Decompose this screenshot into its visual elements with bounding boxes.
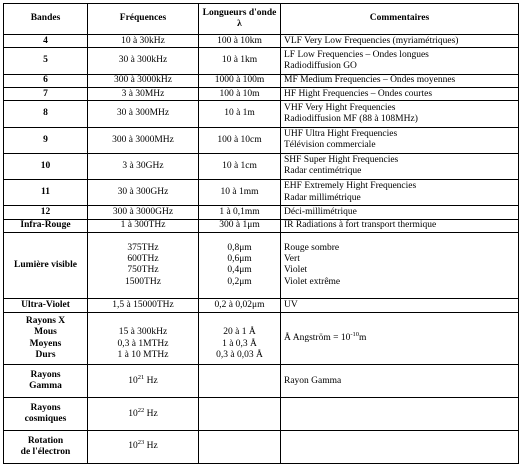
- table-row: [4, 365, 519, 398]
- table-row: [4, 219, 519, 232]
- commentaire-text: Vert: [284, 254, 300, 265]
- longueur-text: 0,2μm: [227, 276, 252, 287]
- bande-text: 12: [40, 206, 51, 217]
- longueur-cell: [199, 153, 281, 179]
- bande-text: Rotation: [27, 435, 64, 446]
- table-row: [4, 101, 519, 127]
- commentaire-text: VLF Very Low Frequencies (myriamétriques): [284, 35, 459, 46]
- longueur-text: 100 à 10m: [219, 88, 260, 99]
- commentaire-text: LF Low Frequencies – Ondes longues: [284, 49, 429, 60]
- longueur-cell: [199, 431, 281, 464]
- frequence-cell: [88, 298, 199, 312]
- bande-text: Gamma: [29, 381, 62, 392]
- bande-cell: [4, 431, 88, 464]
- frequence-text: 375THz: [127, 242, 159, 253]
- longueur-text: 0,6μm: [227, 254, 252, 265]
- longueur-cell: [199, 232, 281, 298]
- frequence-text: $10^{23}$ Hz: [128, 439, 158, 452]
- longueur-text: 10 à 1m: [224, 108, 255, 119]
- commentaire-cell: [281, 48, 519, 74]
- frequency-bands-table: [3, 3, 519, 464]
- longueur-text: 0,8μm: [227, 242, 252, 253]
- header-bandes: Bandes: [4, 4, 88, 35]
- commentaire-text: HF Hight Frequencies – Ondes courtes: [284, 88, 433, 99]
- bande-text: Ultra-Violet: [21, 299, 70, 310]
- longueur-text: 20 à 1 Å: [223, 327, 256, 338]
- longueur-cell: [199, 398, 281, 431]
- header-commentaires: Commentaires: [281, 4, 519, 35]
- frequence-text: 1,5 à 15000THz: [112, 299, 174, 310]
- frequence-cell: [88, 35, 199, 48]
- frequence-text: $10^{22}$ Hz: [128, 406, 158, 419]
- commentaire-text: Å Angström = $10^{-10}m$: [284, 330, 367, 343]
- commentaire-cell: [281, 101, 519, 127]
- bande-text: Durs: [35, 349, 56, 360]
- header-frequences: Fréquences: [88, 4, 199, 35]
- frequence-cell: [88, 101, 199, 127]
- frequence-cell: [88, 431, 199, 464]
- frequence-text: 30 à 300GHz: [117, 187, 169, 198]
- table-row: [4, 87, 519, 100]
- longueur-text: 100 à 10km: [217, 35, 262, 46]
- commentaire-cell: [281, 398, 519, 431]
- longueur-text: 0,4μm: [227, 265, 252, 276]
- bande-text: 5: [43, 55, 48, 66]
- longueur-text: 0,2 à 0,02μm: [214, 299, 265, 310]
- longueur-text: 300 à 1μm: [219, 220, 260, 231]
- bande-text: 10: [40, 160, 51, 171]
- commentaire-cell: [281, 35, 519, 48]
- bande-cell: [4, 180, 88, 206]
- longueur-text: 0,3 à 0,03 Å: [216, 349, 263, 360]
- longueur-cell: [199, 206, 281, 219]
- table-row: [4, 206, 519, 219]
- frequence-cell: [88, 127, 199, 153]
- table-row: [4, 398, 519, 431]
- bande-text: Lumière visible: [14, 259, 77, 270]
- bande-cell: [4, 35, 88, 48]
- frequence-cell: [88, 87, 199, 100]
- longueur-spacer: [202, 316, 277, 327]
- bande-text: Rayons X: [25, 316, 66, 327]
- commentaire-text: Rouge sombre: [284, 242, 340, 253]
- commentaire-cell: [281, 365, 519, 398]
- bande-cell: [4, 153, 88, 179]
- bande-cell: [4, 87, 88, 100]
- bande-cell: [4, 219, 88, 232]
- longueur-cell: [199, 365, 281, 398]
- frequence-cell: [88, 219, 199, 232]
- table-row: [4, 180, 519, 206]
- frequence-cell: [88, 232, 199, 298]
- bande-cell: [4, 298, 88, 312]
- frequence-cell: [88, 312, 199, 365]
- header-row: [4, 4, 519, 35]
- longueur-text: 1 à 0,3 Å: [222, 338, 257, 349]
- frequence-cell: [88, 180, 199, 206]
- commentaire-cell: [281, 206, 519, 219]
- commentaire-cell: [281, 431, 519, 464]
- bande-text: Mous: [34, 327, 57, 338]
- commentaire-text: Radiodiffusion GO: [284, 60, 357, 71]
- commentaire-text: Violet: [284, 265, 308, 276]
- bande-text: 7: [43, 88, 48, 99]
- table-body: [4, 35, 519, 464]
- longueur-text: 100 à 10cm: [217, 134, 262, 145]
- table-row: [4, 312, 519, 365]
- commentaire-cell: [281, 127, 519, 153]
- frequence-text: $10^{21}$ Hz: [128, 373, 158, 386]
- frequence-cell: [88, 206, 199, 219]
- longueur-text: 1000 à 100m: [214, 75, 265, 86]
- frequence-spacer: [91, 316, 195, 327]
- commentaire-text: UV: [284, 299, 298, 310]
- bande-cell: [4, 127, 88, 153]
- longueur-text: 10 à 1mm: [220, 187, 259, 198]
- bande-text: de l'électron: [20, 447, 71, 457]
- bande-cell: [4, 74, 88, 87]
- table-row: [4, 35, 519, 48]
- commentaire-cell: [281, 232, 519, 298]
- header-longueurs: Longueurs d'onde λ: [199, 4, 281, 35]
- longueur-text: 10 à 1km: [221, 55, 258, 66]
- table-row: [4, 127, 519, 153]
- frequence-text: 1 à 10 MTHz: [117, 349, 169, 360]
- bande-cell: [4, 365, 88, 398]
- commentaire-text: VHF Very Hight Frequencies: [284, 102, 396, 113]
- commentaire-cell: [281, 153, 519, 179]
- frequence-cell: [88, 74, 199, 87]
- frequence-text: 1500THz: [125, 276, 161, 287]
- frequence-text: 10 à 30kHz: [121, 35, 165, 46]
- bande-text: Rayons: [30, 370, 61, 381]
- frequence-text: 30 à 300MHz: [116, 108, 170, 119]
- commentaire-text: UHF Ultra Hight Frequencies: [284, 128, 398, 139]
- longueur-cell: [199, 298, 281, 312]
- commentaire-text: Télévision commerciale: [284, 140, 376, 151]
- frequence-text: 600THz: [127, 254, 159, 265]
- table-row: [4, 232, 519, 298]
- commentaire-cell: [281, 74, 519, 87]
- table-row: [4, 74, 519, 87]
- bande-cell: [4, 101, 88, 127]
- commentaire-text: EHF Extremely Hight Frequencies: [284, 181, 417, 192]
- frequence-text: 750THz: [127, 265, 159, 276]
- bande-text: 4: [43, 35, 48, 46]
- bande-text: Moyens: [29, 338, 62, 349]
- commentaire-text: Radar millimétrique: [284, 192, 361, 203]
- longueur-cell: [199, 48, 281, 74]
- frequence-cell: [88, 48, 199, 74]
- longueur-cell: [199, 219, 281, 232]
- longueur-cell: [199, 127, 281, 153]
- longueur-text: 1 à 0,1mm: [219, 206, 260, 217]
- longueur-cell: [199, 312, 281, 365]
- commentaire-text: Radiodiffusion MF (88 à 108MHz): [284, 113, 418, 124]
- commentaire-text: Déci-millimétrique: [284, 206, 357, 217]
- table-row: [4, 431, 519, 464]
- commentaire-text: SHF Super Hight Frequencies: [284, 155, 399, 166]
- table-row: [4, 298, 519, 312]
- frequence-text: 300 à 3000GHz: [112, 206, 174, 217]
- bande-text: 6: [43, 75, 48, 86]
- frequence-text: 3 à 30MHz: [121, 88, 165, 99]
- commentaire-cell: [281, 87, 519, 100]
- commentaire-text: Radar centimétrique: [284, 166, 362, 177]
- commentaire-text: IR Radiations à fort transport thermique: [284, 220, 437, 231]
- frequence-text: 3 à 30GHz: [122, 160, 164, 171]
- bande-text: Rayons: [30, 402, 61, 413]
- bande-text: 8: [43, 108, 48, 119]
- bande-cell: [4, 206, 88, 219]
- table-row: [4, 48, 519, 74]
- bande-cell: [4, 232, 88, 298]
- bande-text: 11: [41, 187, 50, 198]
- frequence-text: 300 à 3000MHz: [112, 134, 174, 145]
- frequence-cell: [88, 153, 199, 179]
- bande-text: cosmiques: [24, 414, 67, 425]
- frequence-text: 1 à 300THz: [120, 220, 166, 231]
- longueur-cell: [199, 101, 281, 127]
- bande-text: 9: [43, 134, 48, 145]
- frequence-text: 0,3 à 1MTHz: [117, 338, 169, 349]
- bande-cell: [4, 398, 88, 431]
- commentaire-cell: [281, 298, 519, 312]
- table-row: [4, 153, 519, 179]
- longueur-cell: [199, 74, 281, 87]
- frequence-text: 15 à 300kHz: [118, 327, 168, 338]
- longueur-cell: [199, 87, 281, 100]
- bande-text: Infra-Rouge: [20, 220, 71, 231]
- bande-cell: [4, 312, 88, 365]
- commentaire-cell: [281, 312, 519, 365]
- frequence-text: 30 à 300kHz: [118, 55, 168, 66]
- longueur-cell: [199, 180, 281, 206]
- frequence-cell: [88, 398, 199, 431]
- commentaire-text: Rayon Gamma: [284, 375, 342, 386]
- bande-cell: [4, 48, 88, 74]
- commentaire-text: MF Medium Frequencies – Ondes moyennes: [284, 75, 456, 86]
- frequence-text: 300 à 3000kHz: [113, 75, 173, 86]
- longueur-text: 10 à 1cm: [222, 160, 257, 171]
- commentaire-cell: [281, 219, 519, 232]
- commentaire-text: Violet extrême: [284, 276, 341, 287]
- longueur-cell: [199, 35, 281, 48]
- commentaire-cell: [281, 180, 519, 206]
- frequence-cell: [88, 365, 199, 398]
